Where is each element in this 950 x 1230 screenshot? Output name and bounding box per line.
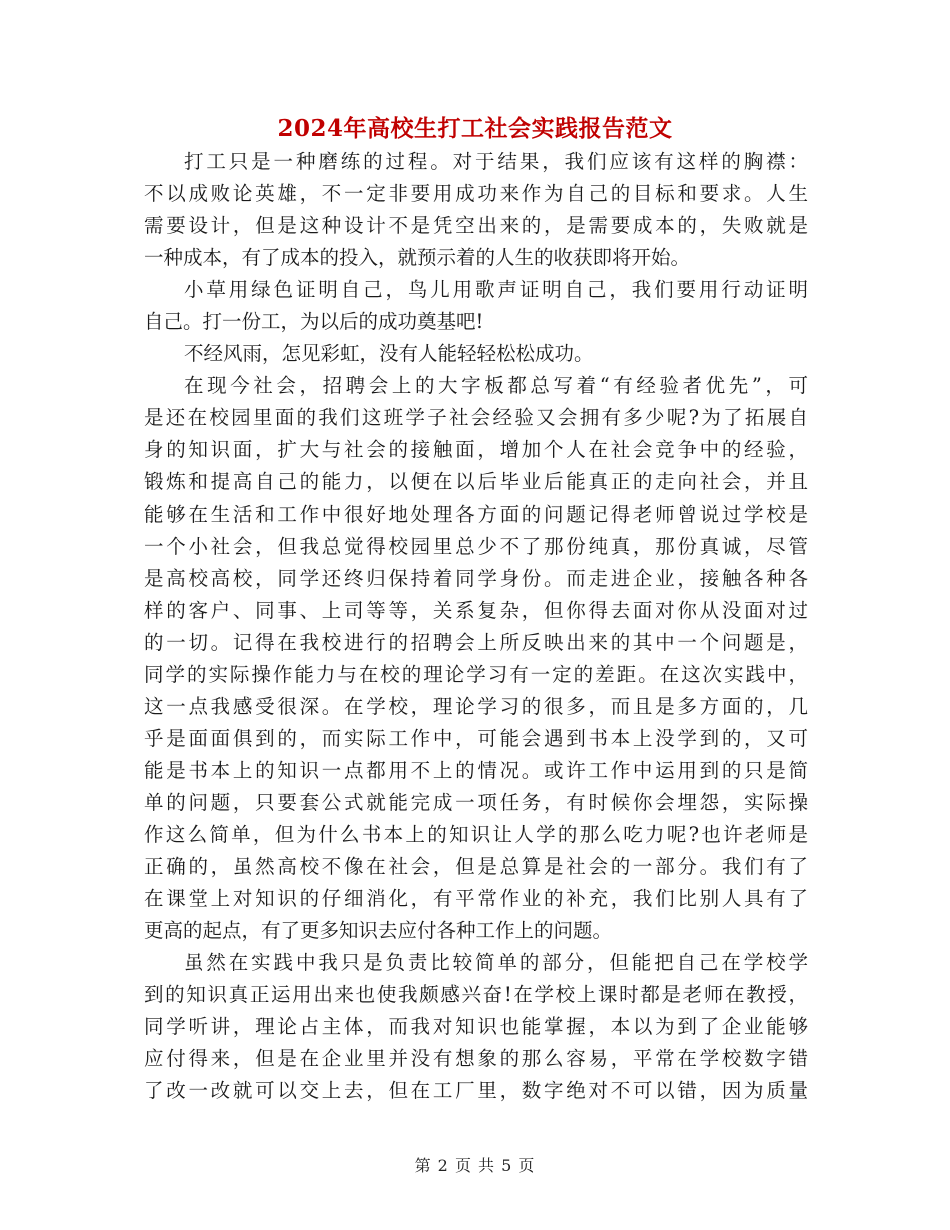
text-line: 应付得来，但是在企业里并没有想象的那么容易，平常在学校数字错 xyxy=(144,1047,808,1071)
text-line: 正确的，虽然高校不像在社会，但是总算是社会的一部分。我们有了 xyxy=(144,855,808,879)
text-line: 单的问题，只要套公式就能完成一项任务，有时候你会埋怨，实际操 xyxy=(144,790,808,814)
text-line: 乎是面面俱到的，而实际工作中，可能会遇到书本上没学到的，又可 xyxy=(144,726,808,750)
text-line: 了改一改就可以交上去，但在工厂里，数字绝对不可以错，因为质量 xyxy=(144,1079,808,1103)
text-line: 需要设计，但是这种设计不是凭空出来的，是需要成本的，失败就是 xyxy=(144,214,808,238)
text-line: 一种成本，有了成本的投入，就预示着的人生的收获即将开始。 xyxy=(144,246,691,270)
text-line: 一个小社会，但我总觉得校园里总少不了那份纯真，那份真诚，尽管 xyxy=(144,534,808,558)
text-line: 不经风雨，怎见彩虹，没有人能轻轻松松成功。 xyxy=(184,342,594,366)
text-line: 这一点我感受很深。在学校，理论学习的很多，而且是多方面的，几 xyxy=(144,694,808,718)
text-line: 在现今社会，招聘会上的大字板都总写着“有经验者优先”，可 xyxy=(184,374,808,398)
text-line: 能够在生活和工作中很好地处理各方面的问题记得老师曾说过学校是 xyxy=(144,502,808,526)
text-line: 自己。打一份工，为以后的成功奠基吧! xyxy=(144,310,484,334)
document-title: 2024年高校生打工社会实践报告范文 xyxy=(277,115,673,142)
text-line: 样的客户、同事、上司等等，关系复杂，但你得去面对你从没面对过 xyxy=(144,598,808,622)
text-line: 锻炼和提高自己的能力，以便在以后毕业后能真正的走向社会，并且 xyxy=(144,470,808,494)
text-line: 是还在校园里面的我们这班学子社会经验又会拥有多少呢?为了拓展自 xyxy=(144,406,808,430)
text-line: 更高的起点，有了更多知识去应付各种工作上的问题。 xyxy=(144,919,613,943)
page-footer: 第 2 页 共 5 页 xyxy=(414,1156,536,1175)
text-line: 的一切。记得在我校进行的招聘会上所反映出来的其中一个问题是， xyxy=(144,630,808,654)
text-line: 不以成败论英雄，不一定非要用成功来作为自己的目标和要求。人生 xyxy=(144,182,808,206)
text-line: 到的知识真正运用出来也使我颇感兴奋!在学校上课时都是老师在教授， xyxy=(144,983,808,1007)
text-line: 身的知识面，扩大与社会的接触面，增加个人在社会竞争中的经验， xyxy=(144,438,808,462)
text-line: 同学的实际操作能力与在校的理论学习有一定的差距。在这次实践中， xyxy=(144,662,808,686)
text-line: 虽然在实践中我只是负责比较简单的部分，但能把自己在学校学 xyxy=(184,951,808,975)
text-line: 是高校高校，同学还终归保持着同学身份。而走进企业，接触各种各 xyxy=(144,566,808,590)
text-line: 小草用绿色证明自己，鸟儿用歌声证明自己，我们要用行动证明 xyxy=(184,278,808,302)
text-line: 作这么简单，但为什么书本上的知识让人学的那么吃力呢?也许老师是 xyxy=(144,822,808,846)
document-body xyxy=(144,146,808,1107)
text-line: 打工只是一种磨练的过程。对于结果，我们应该有这样的胸襟： xyxy=(184,150,808,173)
text-line: 同学听讲，理论占主体，而我对知识也能掌握，本以为到了企业能够 xyxy=(144,1015,808,1039)
text-line: 在课堂上对知识的仔细消化，有平常作业的补充，我们比别人具有了 xyxy=(144,887,808,911)
text-line: 能是书本上的知识一点都用不上的情况。或许工作中运用到的只是简 xyxy=(144,758,808,782)
